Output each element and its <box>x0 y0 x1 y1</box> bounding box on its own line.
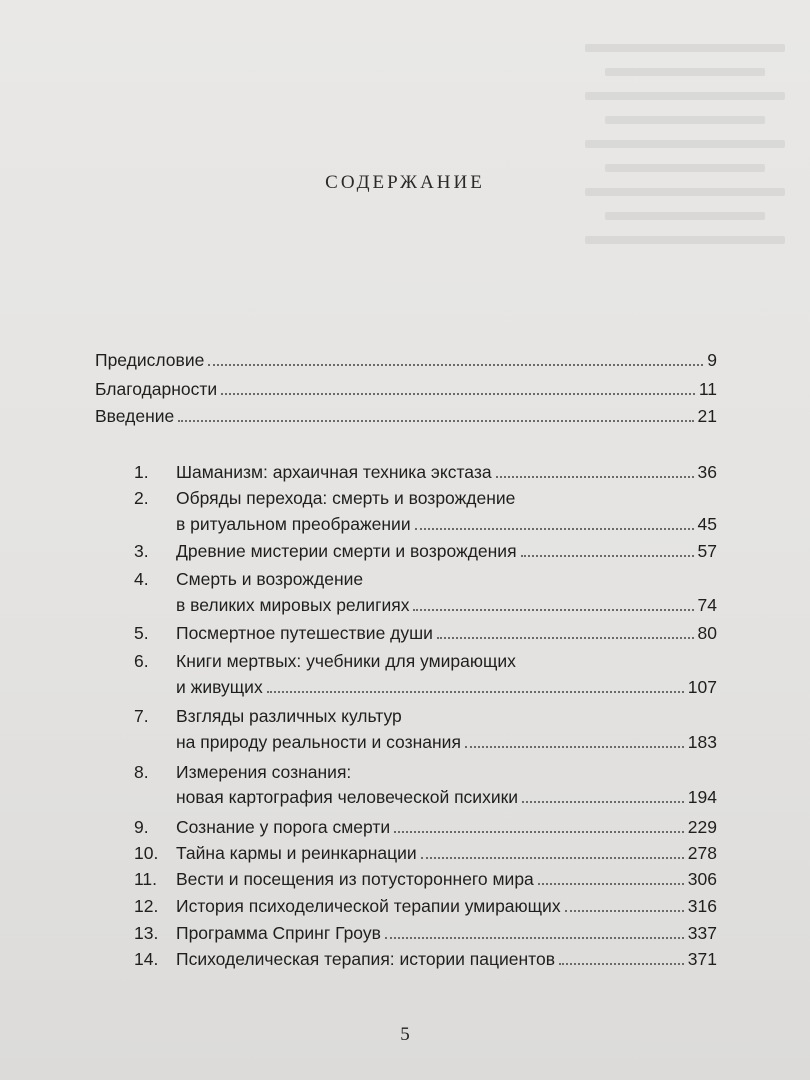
chapter-number: 5. <box>134 623 149 643</box>
chapter-title: в великих мировых религиях <box>176 595 410 615</box>
chapter-page: 74 <box>697 595 717 615</box>
chapter-title: Посмертное путешествие души <box>176 623 433 643</box>
chapter-number: 3. <box>134 541 149 561</box>
chapter-number: 7. <box>134 706 149 726</box>
dot-leader <box>267 690 684 693</box>
toc-entry-chapter-12 <box>176 893 717 919</box>
toc-entry-chapter-10 <box>176 840 717 866</box>
chapter-number: 13. <box>134 923 159 943</box>
page-number: 5 <box>400 1024 410 1045</box>
chapter-title: и живущих <box>176 677 263 697</box>
dot-leader <box>385 936 684 939</box>
chapter-number: 6. <box>134 651 149 671</box>
chapter-number: 9. <box>134 817 149 837</box>
chapter-page: 107 <box>687 677 717 697</box>
toc-entry-introduction <box>95 403 717 429</box>
chapter-page: 57 <box>697 541 717 561</box>
chapter-title-line: Обряды перехода: смерть и возрождение <box>176 488 516 508</box>
toc-entry-chapter-8 <box>176 784 717 810</box>
toc-entry-label: Введение <box>95 406 175 426</box>
chapter-title: Тайна кармы и реинкарнации <box>176 843 417 863</box>
dot-leader <box>221 392 695 395</box>
toc-entry-chapter-1 <box>176 459 717 485</box>
chapter-page: 278 <box>687 843 717 863</box>
dot-leader <box>413 608 693 611</box>
dot-leader <box>437 636 694 639</box>
chapter-title: на природу реальности и сознания <box>176 732 461 752</box>
chapter-page: 306 <box>687 869 717 889</box>
chapter-title: новая картография человеческой психики <box>176 787 519 807</box>
chapter-page: 194 <box>687 787 717 807</box>
chapter-title-line: Измерения сознания: <box>176 762 352 782</box>
toc-entry-chapter-6 <box>176 674 717 700</box>
toc-entry-chapter-5 <box>176 620 717 646</box>
toc-entry-page: 11 <box>698 379 717 399</box>
chapter-page: 183 <box>687 732 717 752</box>
chapter-title-line: Взгляды различных культур <box>176 706 402 726</box>
toc-entry-chapter-9 <box>176 814 717 840</box>
chapter-page: 371 <box>687 949 717 969</box>
chapter-title: Древние мистерии смерти и возрождения <box>176 541 517 561</box>
dot-leader <box>178 419 693 422</box>
chapter-number: 10. <box>134 843 159 863</box>
chapter-title: Вести и посещения из потустороннего мира <box>176 869 534 889</box>
chapter-page: 80 <box>697 623 717 643</box>
dot-leader <box>421 856 684 859</box>
chapter-number: 2. <box>134 488 149 508</box>
chapter-number: 11. <box>134 869 158 889</box>
toc-entry-label: Предисловие <box>95 350 205 370</box>
toc-entry-acknowledgements <box>95 376 717 402</box>
toc-entry-preface <box>95 347 717 373</box>
dot-leader <box>415 527 694 530</box>
chapter-number: 4. <box>134 569 149 589</box>
chapter-title: в ритуальном преображении <box>176 514 411 534</box>
dot-leader <box>394 830 684 833</box>
dot-leader <box>565 909 684 912</box>
toc-entry-chapter-13 <box>176 920 717 946</box>
chapter-title: Шаманизм: архаичная техника экстаза <box>176 462 492 482</box>
toc-entry-chapter-7 <box>176 729 717 755</box>
chapter-page: 45 <box>697 514 717 534</box>
dot-leader <box>208 363 703 366</box>
dot-leader <box>521 554 694 557</box>
dot-leader <box>496 475 694 478</box>
chapter-title: Психоделическая терапия: истории пациентов <box>176 949 556 969</box>
dot-leader <box>522 800 684 803</box>
chapter-title: Программа Спринг Гроув <box>176 923 381 943</box>
toc-entry-label: Благодарности <box>95 379 218 399</box>
chapter-page: 36 <box>697 462 717 482</box>
chapter-title-line: Книги мертвых: учебники для умирающих <box>176 651 516 671</box>
chapter-number: 12. <box>134 896 159 916</box>
toc-entry-chapter-11 <box>176 866 717 892</box>
chapter-number: 1. <box>134 462 149 482</box>
dot-leader <box>465 745 684 748</box>
chapter-page: 229 <box>687 817 717 837</box>
dot-leader <box>559 962 684 965</box>
chapter-number: 8. <box>134 762 149 782</box>
chapter-page: 337 <box>687 923 717 943</box>
toc-entry-chapter-2 <box>176 511 717 537</box>
toc-entry-page: 9 <box>707 350 717 370</box>
dot-leader <box>538 882 684 885</box>
toc-entry-page: 21 <box>697 406 717 426</box>
toc-entry-chapter-3 <box>176 538 717 564</box>
toc-entry-chapter-4 <box>176 592 717 618</box>
chapter-page: 316 <box>687 896 717 916</box>
bleed-through-text <box>585 28 785 258</box>
chapter-title: История психоделической терапии умирающих <box>176 896 561 916</box>
chapter-title: Сознание у порога смерти <box>176 817 391 837</box>
page-title: СОДЕРЖАНИЕ <box>325 172 485 193</box>
toc-entry-chapter-14 <box>176 946 717 972</box>
chapter-number: 14. <box>134 949 159 969</box>
chapter-title-line: Смерть и возрождение <box>176 569 364 589</box>
